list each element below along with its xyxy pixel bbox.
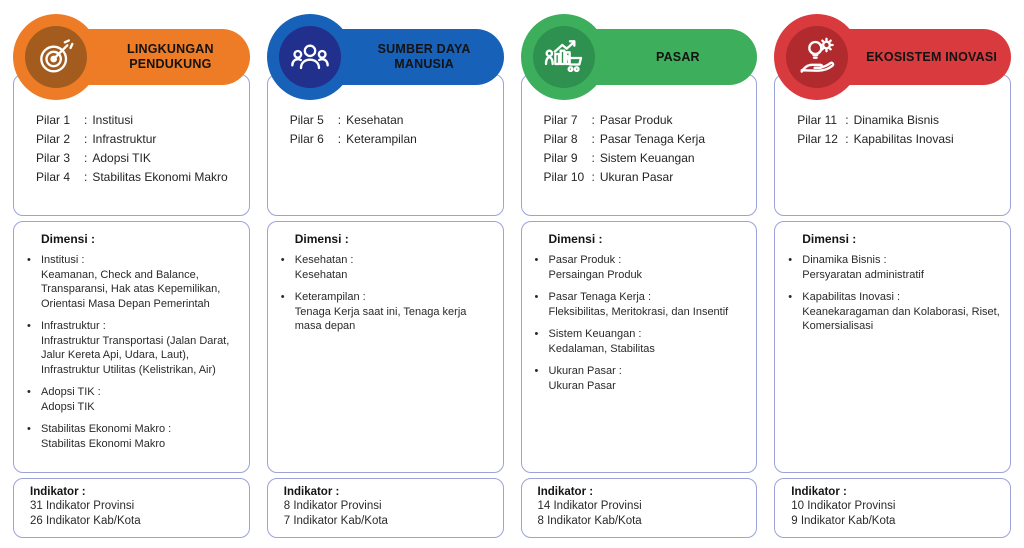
indikator-heading: Indikator : — [283, 486, 340, 498]
indikator-kabkota: 7 Indikator Kab/Kota — [283, 515, 388, 528]
dimensi-item — [788, 253, 1002, 282]
pillar-separator: : — [591, 170, 595, 184]
pillar-label: Pilar 12 — [797, 132, 838, 146]
indikator-kabkota: 8 Indikator Kab/Kota — [537, 515, 642, 528]
dimensi-item — [788, 290, 1002, 334]
pillar-separator: : — [84, 170, 88, 184]
dimensi-desc: Kesehatan — [294, 268, 348, 281]
bullet-icon: • — [280, 254, 285, 266]
pillar-label: Pilar 10 — [543, 170, 585, 184]
pillar-separator: : — [84, 151, 88, 165]
dimensi-box — [267, 221, 504, 473]
dimensi-name: Dinamika Bisnis : — [802, 254, 887, 266]
pillar-row — [797, 111, 1002, 130]
indikator-heading: Indikator : — [30, 486, 86, 498]
header-badge — [521, 14, 607, 100]
dimensi-item — [535, 253, 749, 282]
dimensi-box — [521, 221, 758, 473]
dimensi-name: Pasar Produk : — [548, 254, 622, 266]
dimensi-heading: Dimensi : — [294, 232, 349, 246]
pillar-separator: : — [845, 132, 849, 146]
pillar-separator: : — [337, 113, 342, 127]
column-pasar — [521, 14, 758, 538]
indikator-box — [774, 478, 1011, 538]
pillar-label: Pilar 11 — [797, 113, 838, 127]
pillar-row — [36, 130, 241, 149]
pillar-value: Pasar Tenaga Kerja — [599, 132, 706, 146]
bullet-icon: • — [27, 423, 31, 436]
dimensi-desc: Infrastruktur Transportasi (Jalan Darat, Jalur Kereta Api, Udara, Laut), Infrastruktur Utilitas (Kelistrikan, Air) — [41, 334, 230, 376]
column-header — [521, 14, 758, 100]
pillar-separator: : — [591, 151, 595, 165]
people-group-icon — [279, 26, 341, 88]
pillar-separator: : — [591, 113, 595, 127]
dimensi-box — [774, 221, 1011, 473]
pillar-row — [544, 130, 749, 149]
dimensi-item — [535, 364, 749, 393]
pillar-row — [290, 130, 495, 149]
pillar-value: Adopsi TIK — [92, 151, 151, 165]
indikator-provinsi: 10 Indikator Provinsi — [791, 500, 896, 512]
dimensi-desc: Stabilitas Ekonomi Makro — [41, 437, 166, 450]
indikator-heading: Indikator : — [791, 486, 847, 498]
dimensi-name: Infrastruktur : — [41, 320, 106, 333]
header-badge — [13, 14, 99, 100]
pillar-row — [36, 168, 241, 187]
column-title: LINGKUNGAN PENDUKUNG — [127, 42, 214, 71]
dimensi-name: Kesehatan : — [294, 254, 354, 266]
dimensi-item — [27, 422, 241, 451]
bullet-icon: • — [534, 291, 539, 304]
pillar-value: Pasar Produk — [599, 113, 673, 127]
column-title: PASAR — [655, 49, 700, 64]
bullet-icon: • — [788, 291, 793, 304]
indikator-box — [267, 478, 504, 538]
pillar-label: Pilar 2 — [36, 132, 71, 146]
pillar-row — [290, 111, 495, 130]
column-header — [267, 14, 504, 100]
bullet-icon: • — [534, 365, 539, 378]
pillar-separator: : — [591, 132, 595, 146]
dimensi-name: Sistem Keuangan : — [548, 328, 642, 341]
indikator-kabkota: 9 Indikator Kab/Kota — [791, 515, 896, 528]
bullet-icon: • — [27, 386, 31, 399]
dimensi-desc: Persaingan Produk — [548, 268, 643, 281]
dimensi-name: Ukuran Pasar : — [548, 365, 622, 378]
dimensi-item — [535, 290, 749, 319]
column-ekosistem-inovasi — [774, 14, 1011, 538]
pillar-value: Sistem Keuangan — [599, 151, 695, 165]
pillar-row — [544, 111, 749, 130]
dimensi-item — [27, 319, 241, 377]
dimensi-name: Adopsi TIK : — [41, 386, 101, 399]
pillar-value: Institusi — [92, 113, 134, 127]
column-sumber-daya-manusia — [267, 14, 504, 538]
column-header — [774, 14, 1011, 100]
bullet-icon: • — [534, 328, 539, 341]
dimensi-heading: Dimensi : — [41, 232, 96, 246]
pillar-row — [544, 149, 749, 168]
dimensi-desc: Tenaga Kerja saat ini, Tenaga kerja masa depan — [294, 305, 467, 333]
pillar-value: Ukuran Pasar — [599, 170, 674, 184]
dimensi-heading: Dimensi : — [548, 232, 603, 246]
dimensi-item — [535, 327, 749, 356]
dimensi-name: Institusi : — [41, 254, 85, 266]
dimensi-box — [13, 221, 250, 473]
hand-bulb-gear-icon — [786, 26, 848, 88]
dimensi-desc: Fleksibilitas, Meritokrasi, dan Insentif — [548, 305, 729, 318]
bullet-icon: • — [788, 254, 793, 266]
dimensi-desc: Ukuran Pasar — [548, 379, 616, 392]
bullet-icon: • — [280, 291, 285, 304]
indikator-kabkota: 26 Indikator Kab/Kota — [30, 515, 141, 528]
pillar-value: Dinamika Bisnis — [853, 113, 939, 127]
pillar-row — [36, 111, 241, 130]
bullet-icon: • — [534, 254, 539, 266]
dimensi-desc: Keanekaragaman dan Kolaborasi, Riset, Komersialisasi — [802, 305, 1000, 333]
column-title: SUMBER DAYA MANUSIA — [377, 42, 471, 71]
pillar-label: Pilar 8 — [543, 132, 578, 146]
dimensi-item — [281, 253, 495, 282]
dimensi-desc: Keamanan, Check and Balance, Transparansi, Hak atas Kepemilikan, Orientasi Masa Depan Pemerintah — [41, 268, 221, 310]
header-badge — [774, 14, 860, 100]
pillar-label: Pilar 9 — [543, 151, 578, 165]
indikator-box — [521, 478, 758, 538]
dartboard-dart-icon — [25, 26, 87, 88]
dimensi-item — [27, 253, 241, 311]
column-header — [13, 14, 250, 100]
dimensi-desc: Adopsi TIK — [41, 400, 95, 413]
pillar-label: Pilar 3 — [36, 151, 71, 165]
indikator-box — [13, 478, 250, 538]
pillar-separator: : — [84, 113, 88, 127]
indikator-heading: Indikator : — [537, 486, 594, 498]
bullet-icon: • — [27, 254, 31, 266]
bullet-icon: • — [27, 320, 31, 333]
market-chart-cart-icon — [533, 26, 595, 88]
column-title: EKOSISTEM INOVASI — [866, 49, 998, 64]
pillar-separator: : — [845, 113, 849, 127]
pillar-label: Pilar 4 — [36, 170, 71, 184]
dimensi-name: Keterampilan : — [294, 291, 366, 304]
pillar-separator: : — [84, 132, 88, 146]
pillar-value: Stabilitas Ekonomi Makro — [92, 170, 228, 184]
pillar-value: Keterampilan — [346, 132, 417, 146]
dimensi-name: Pasar Tenaga Kerja : — [548, 291, 652, 304]
pillar-label: Pilar 1 — [36, 113, 71, 127]
dimensi-item — [281, 290, 495, 334]
pillar-row — [544, 168, 749, 187]
indikator-provinsi: 14 Indikator Provinsi — [537, 500, 642, 512]
pillar-label: Pilar 7 — [543, 113, 578, 127]
pillar-label: Pilar 5 — [289, 113, 324, 127]
indikator-provinsi: 31 Indikator Provinsi — [30, 500, 135, 512]
dimensi-desc: Kedalaman, Stabilitas — [548, 342, 655, 355]
pillar-row — [36, 149, 241, 168]
header-badge — [267, 14, 353, 100]
dimensi-name: Kapabilitas Inovasi : — [802, 291, 901, 304]
pillar-separator: : — [337, 132, 342, 146]
pillar-label: Pilar 6 — [289, 132, 324, 146]
dimensi-heading: Dimensi : — [802, 232, 857, 246]
pillar-value: Infrastruktur — [92, 132, 157, 146]
dimensi-desc: Persyaratan administratif — [802, 268, 924, 281]
dimensi-item — [27, 385, 241, 414]
dimensi-name: Stabilitas Ekonomi Makro : — [41, 423, 172, 436]
pillar-value: Kesehatan — [346, 113, 404, 127]
pillar-value: Kapabilitas Inovasi — [853, 132, 954, 146]
indikator-provinsi: 8 Indikator Provinsi — [283, 500, 382, 512]
column-lingkungan-pendukung — [13, 14, 250, 538]
pillar-row — [797, 130, 1002, 149]
